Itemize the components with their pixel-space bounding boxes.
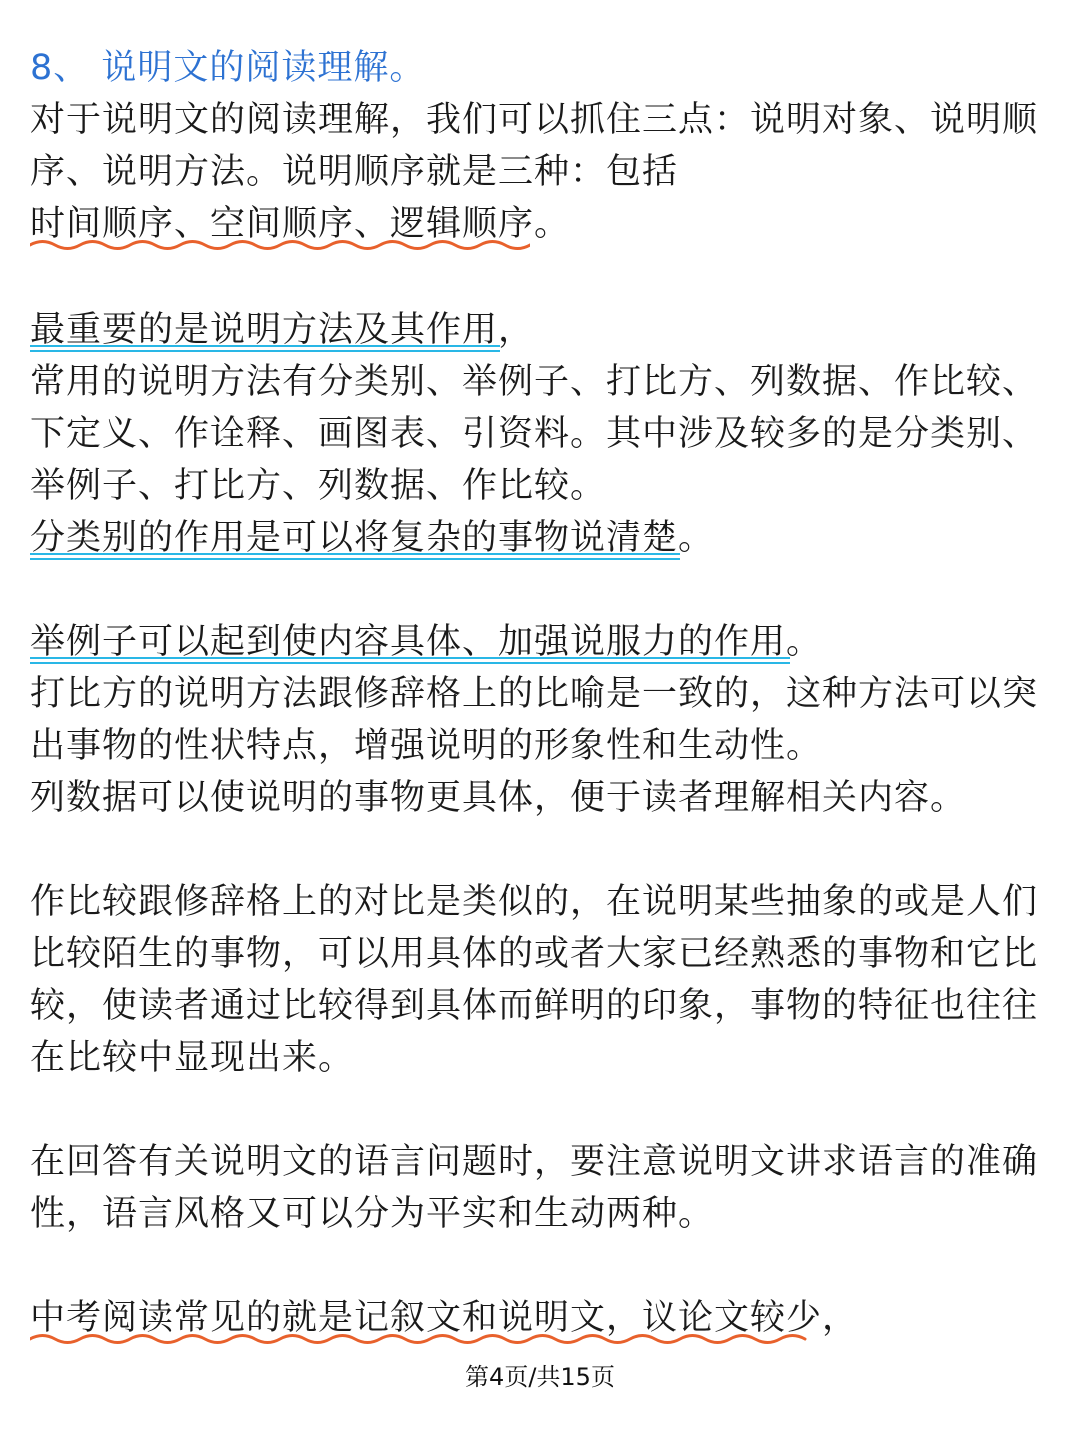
paragraph-line-highlighted: 分类别的作用是可以将复杂的事物说清楚。 [30, 518, 715, 558]
paragraph-line: 举例子、打比方、列数据、作比较。 [30, 466, 607, 506]
wavy-underline-mark [30, 1332, 820, 1346]
paragraph-line-wavy-underlined: 时间顺序、空间顺序、逻辑顺序。 [30, 204, 571, 244]
paragraph-line: 在比较中显现出来。 [30, 1038, 355, 1078]
paragraph-line: 对于说明文的阅读理解，我们可以抓住三点：说明对象、说明顺 [30, 100, 1039, 140]
paragraph-line: 较，使读者通过比较得到具体而鲜明的印象，事物的特征也往往 [30, 986, 1039, 1026]
paragraph-line: 比较陌生的事物，可以用具体的或者大家已经熟悉的事物和它比 [30, 934, 1039, 974]
blue-underline-mark [30, 553, 680, 560]
blue-underline-mark [30, 657, 790, 664]
blue-underline-mark [30, 345, 500, 352]
paragraph-line: 常用的说明方法有分类别、举例子、打比方、列数据、作比较、 [30, 362, 1039, 402]
paragraph-line-wavy-underlined: 中考阅读常见的就是记叙文和说明文，议论文较少， [30, 1298, 859, 1338]
paragraph-line: 序、说明方法。说明顺序就是三种：包括 [30, 152, 679, 192]
paragraph-line-highlighted: 最重要的是说明方法及其作用， [30, 310, 535, 350]
paragraph-line: 性，语言风格又可以分为平实和生动两种。 [30, 1194, 715, 1234]
paragraph-line: 列数据可以使说明的事物更具体，便于读者理解相关内容。 [30, 778, 967, 818]
paragraph-line: 在回答有关说明文的语言问题时，要注意说明文讲求语言的准确 [30, 1142, 1039, 1182]
paragraph-line: 出事物的性状特点，增强说明的形象性和生动性。 [30, 726, 823, 766]
paragraph-line: 打比方的说明方法跟修辞格上的比喻是一致的，这种方法可以突 [30, 674, 1039, 714]
page-number-footer: 第4页/共15页 [465, 1363, 615, 1391]
wavy-underline-mark [30, 238, 530, 252]
paragraph-line: 下定义、作诠释、画图表、引资料。其中涉及较多的是分类别、 [30, 414, 1039, 454]
section-heading: 8、 说明文的阅读理解。 [30, 48, 426, 88]
paragraph-line: 作比较跟修辞格上的对比是类似的，在说明某些抽象的或是人们 [30, 882, 1039, 922]
paragraph-line-highlighted: 举例子可以起到使内容具体、加强说服力的作用。 [30, 622, 823, 662]
